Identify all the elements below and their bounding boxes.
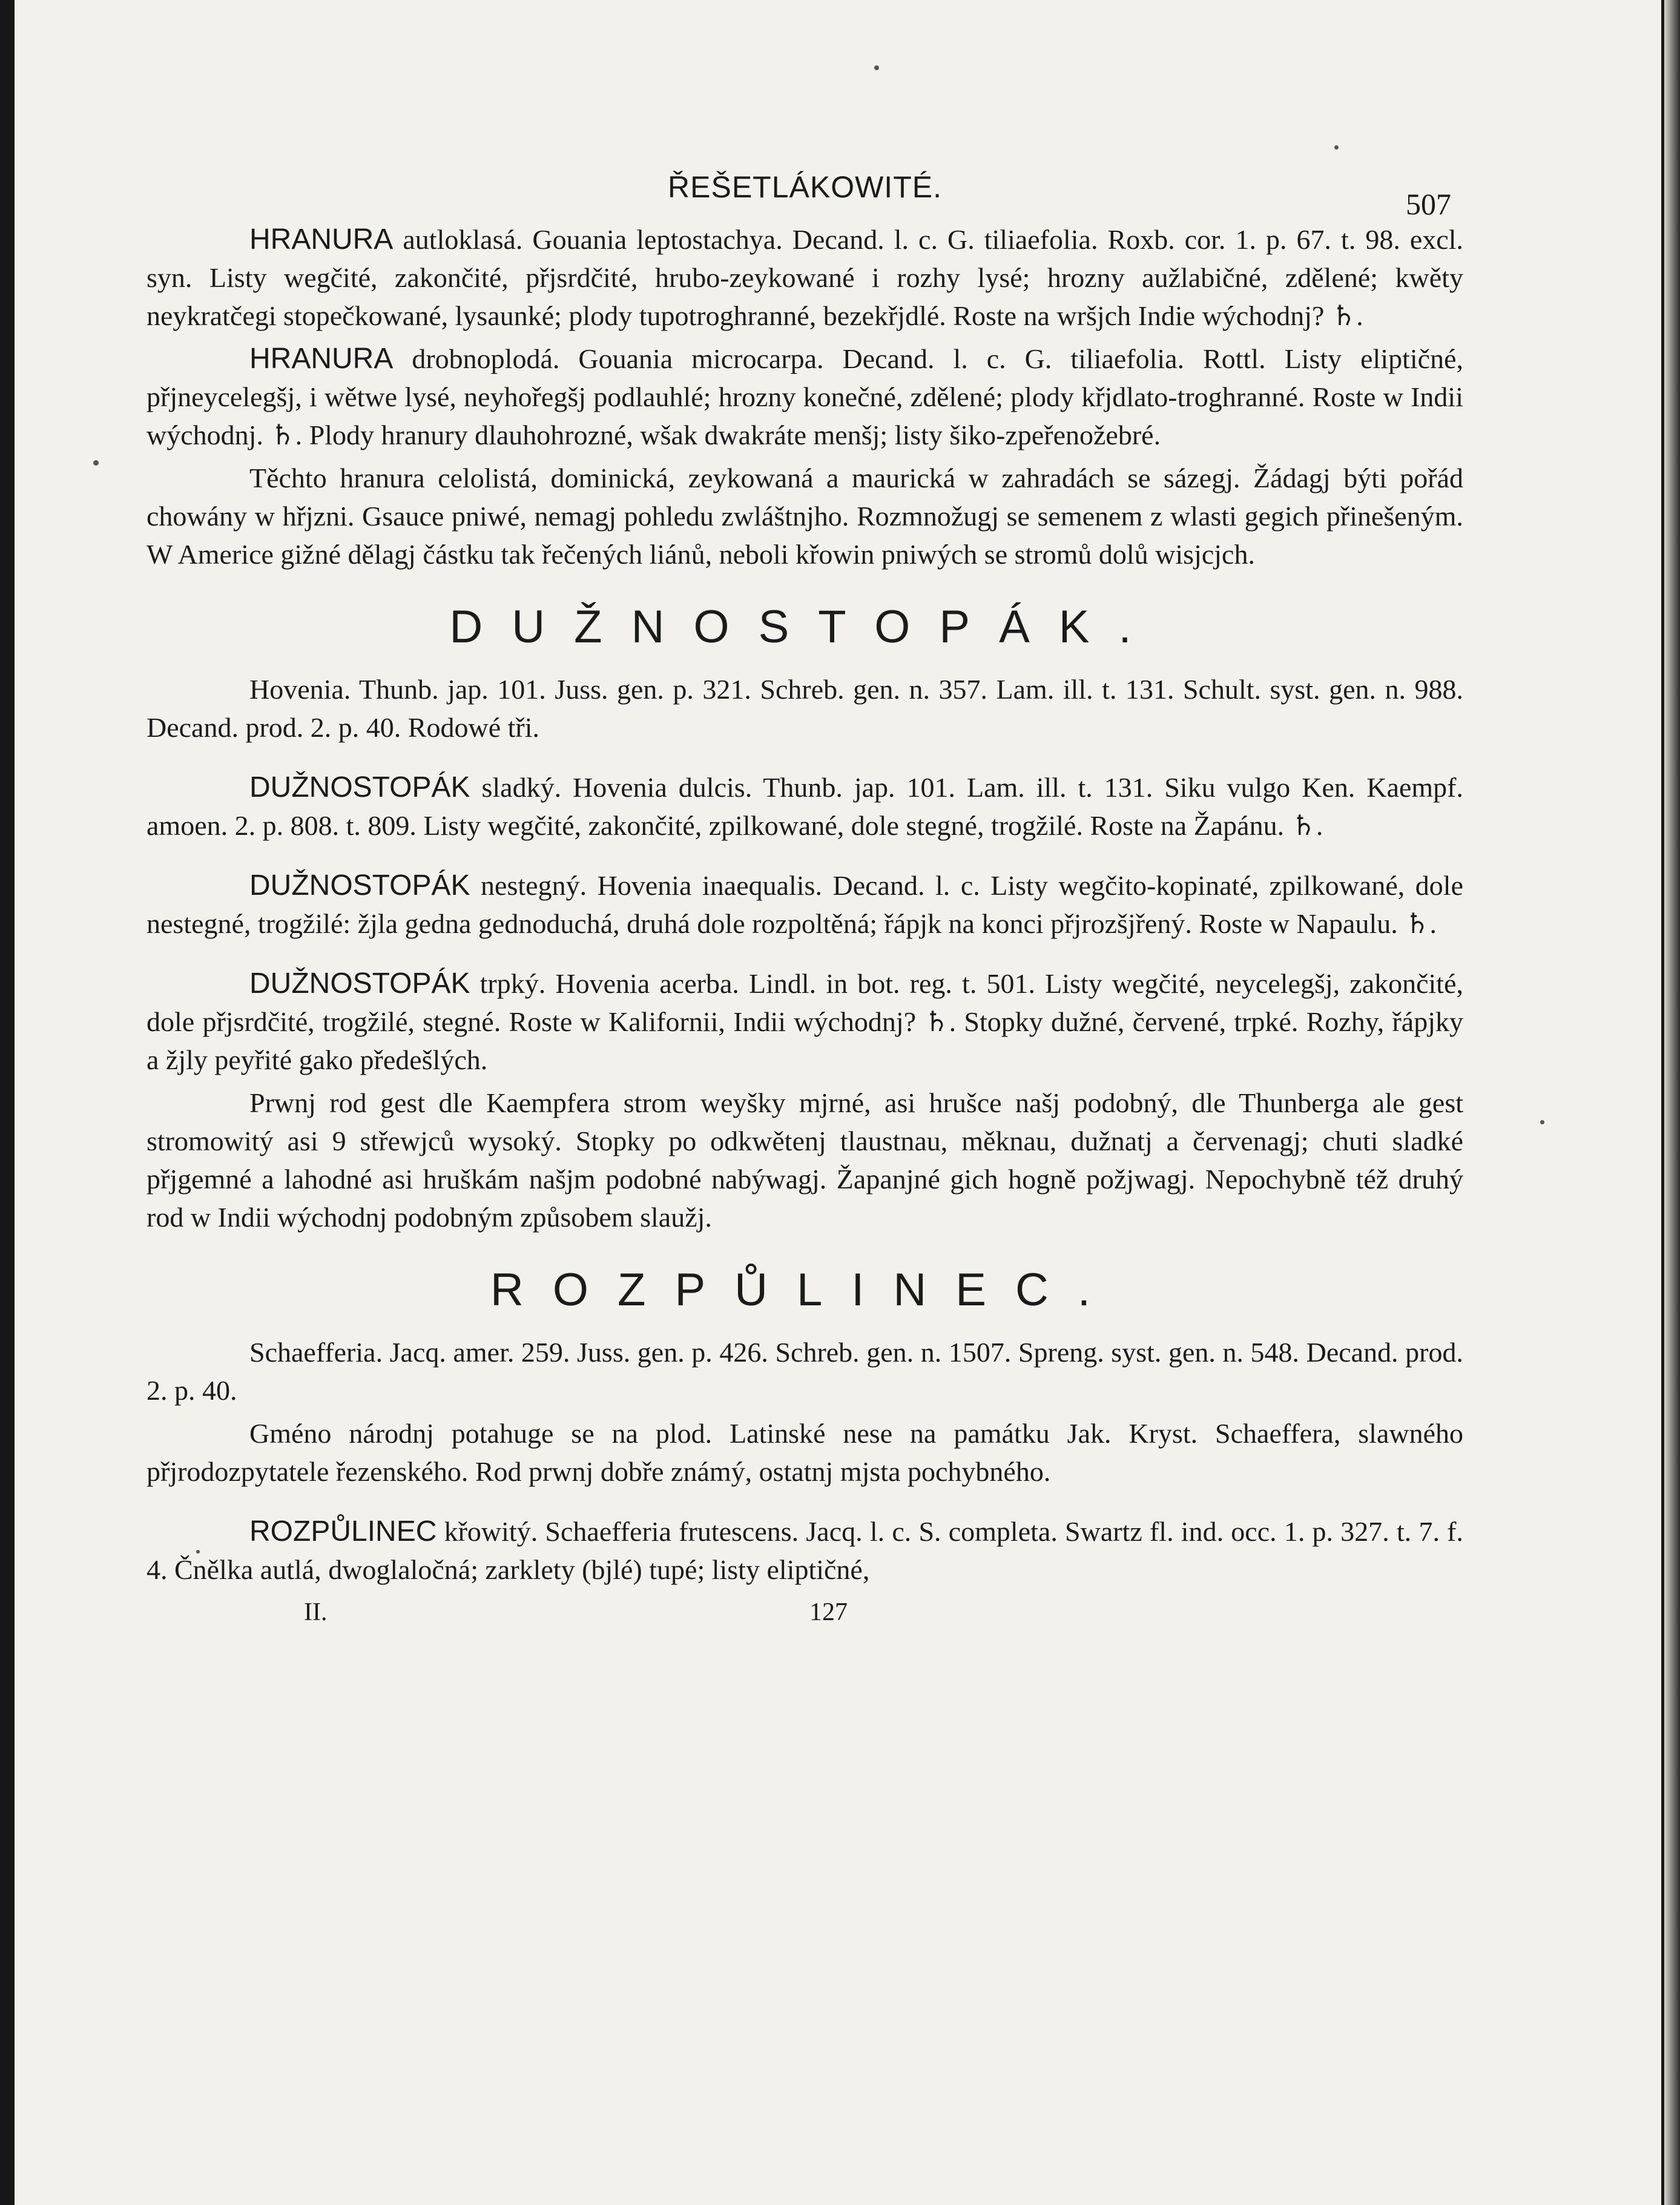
page-number: 507 [1406, 187, 1451, 221]
book-page [15, 0, 1661, 2205]
genus-title-rozpulinec: ROZPŮLINEC. [490, 1264, 1119, 1316]
entry-text: křowitý. Schaefferia frutescens. Jacq. l. c. S. completa. Swartz fl. ind. occ. 1. p. 327. t. 7. f. 4. Čnělka autlá, dwoglaločná; zarklety (bjlé) tupé; listy eliptičné, [147, 1516, 1464, 1585]
genus-synonymy-schaefferia: Schaefferia. Jacq. amer. 259. Juss. gen. p. 426. Schreb. gen. n. 1507. Spreng. syst. gen. n. 548. Decand. prod. 2. p. 40. [147, 1337, 1463, 1406]
entry-duznostopak-sladky [147, 768, 1463, 845]
entry-rozpulinec-krowity [147, 1512, 1463, 1589]
entry-text: trpký. Hovenia acerba. Lindl. in bot. reg. t. 501. Listy wegčité, neycelegšj, zakončité, dole přjsrdčité, trogžilé, stegné. Roste w Kalifornii, Indii wýchodnj? ♄. Stopky dužné, červené, trpké. Rozhy, řápjky a žjly peyřité gako předešlých. [147, 968, 1464, 1075]
entry-head: DUŽNOSTOPÁK [249, 967, 470, 1000]
entry-text: sladký. Hovenia dulcis. Thunb. jap. 101. Lam. ill. t. 131. Siku vulgo Ken. Kaempf. amoen. 2. p. 808. t. 809. Listy wegčité, zakončité, zpilkowané, dole stegné, trogžilé. Roste na Žapánu. ♄. [147, 772, 1463, 841]
page-content [147, 168, 1463, 1630]
paragraph-rozpulinec: Gméno národnj potahuge se na plod. Latinské nese na památku Jak. Kryst. Schaeffera, slawného přjrodozpytatele řezenského. Rod prwnj dobře známý, ostatnj mjsta pochybného. [147, 1418, 1463, 1487]
genus-title-duznostopak: DUŽNOSTOPÁK. [449, 601, 1161, 653]
page-header [147, 168, 1463, 221]
genus-synonymy-hovenia: Hovenia. Thunb. jap. 101. Juss. gen. p. 321. Schreb. gen. n. 357. Lam. ill. t. 131. Schult. syst. gen. n. 988. Decand. prod. 2. p. 40. Rodowé tři. [147, 674, 1463, 743]
paper-speck [874, 65, 879, 70]
paper-speck [1540, 1120, 1544, 1124]
running-title: ŘEŠETLÁKOWITÉ. [668, 170, 942, 204]
paper-speck [1334, 145, 1339, 150]
sheet-number: 127 [809, 1598, 848, 1626]
entry-text: nestegný. Hovenia inaequalis. Decand. l. c. Listy wegčito-kopinaté, zpilkowané, dole nestegné, trogžilé: žjla gedna gednoduchá, druhá dole rozpoltěná; řápjk na konci přjrozšjřený. Roste w Napaulu. ♄. [147, 870, 1463, 939]
entry-text: drobnoplodá. Gouania microcarpa. Decand. l. c. G. tiliaefolia. Rottl. Listy eliptičné, přjneycelegšj, i wětwe lysé, neyhořegšj podlauhlé; hrozny konečné, zdělené; plody křjdlato-troghranné. Roste w Indii wýchodnj. ♄. Plody hranury dlauhohrozné, wšak dwakráte menšj; listy šiko-zpeřenožebré. [147, 343, 1463, 450]
entry-head: HRANURA [249, 343, 394, 375]
entry-text: autloklasá. Gouania leptostachya. Decand. l. c. G. tiliaefolia. Roxb. cor. 1. p. 67. t. 98. excl. syn. Listy wegčité, zakončité, přjsrdčité, hrubo-zeykowané i rozhy lysé; hrozny aužlabičné, zdělené; kwěty neykratčegi stopečkowané, lysaunké; plody tupotroghranné, bezekřjdlé. Roste na wršjch Indie wýchodnj? ♄. [147, 224, 1463, 331]
entry-head: DUŽNOSTOPÁK [249, 771, 470, 803]
paragraph-duznostopak: Prwnj rod gest dle Kaempfera strom weyšky mjrné, asi hrušce našj podobný, dle Thunberga ale gest stromowitý asi 9 střewjců wysoký. Stopky po odkwětenj tlaustnau, měknau, dužnatj a červenagj; chuti sladké přjgemné a lahodné asi hruškám našjm podobné nabýwagj. Žapanjné gich hogně požjwagj. Nepochybně též druhý rod w Indii wýchodnj podobným způsobem slaužj. [147, 1087, 1463, 1233]
signature-mark: II. [304, 1598, 328, 1626]
entry-head: HRANURA [249, 223, 394, 255]
entry-hranura-autloklasa [147, 220, 1463, 335]
paragraph-hranura: Těchto hranura celolistá, dominická, zeykowaná a maurická w zahradách se sázegj. Žádagj býti pořád chowány w hřjzni. Gsauce pniwé, nemagj pohledu zwláštnjho. Rozmnožugj se semenem z wlasti gegich přinešeným. W Americe gižné dělagj částku tak řečených liánů, neboli křowin pniwých se stromů dolů wisjcjch. [147, 463, 1463, 570]
page-footer [147, 1594, 1463, 1630]
entry-duznostopak-nestegny [147, 866, 1463, 943]
paper-speck [93, 460, 99, 466]
entry-head: ROZPŮLINEC [249, 1515, 437, 1547]
entry-duznostopak-trpky [147, 964, 1463, 1079]
entry-hranura-drobnoploda [147, 340, 1463, 454]
entry-head: DUŽNOSTOPÁK [249, 869, 470, 901]
paper-speck [196, 1550, 200, 1554]
page-edge-shadow [1664, 0, 1680, 2205]
